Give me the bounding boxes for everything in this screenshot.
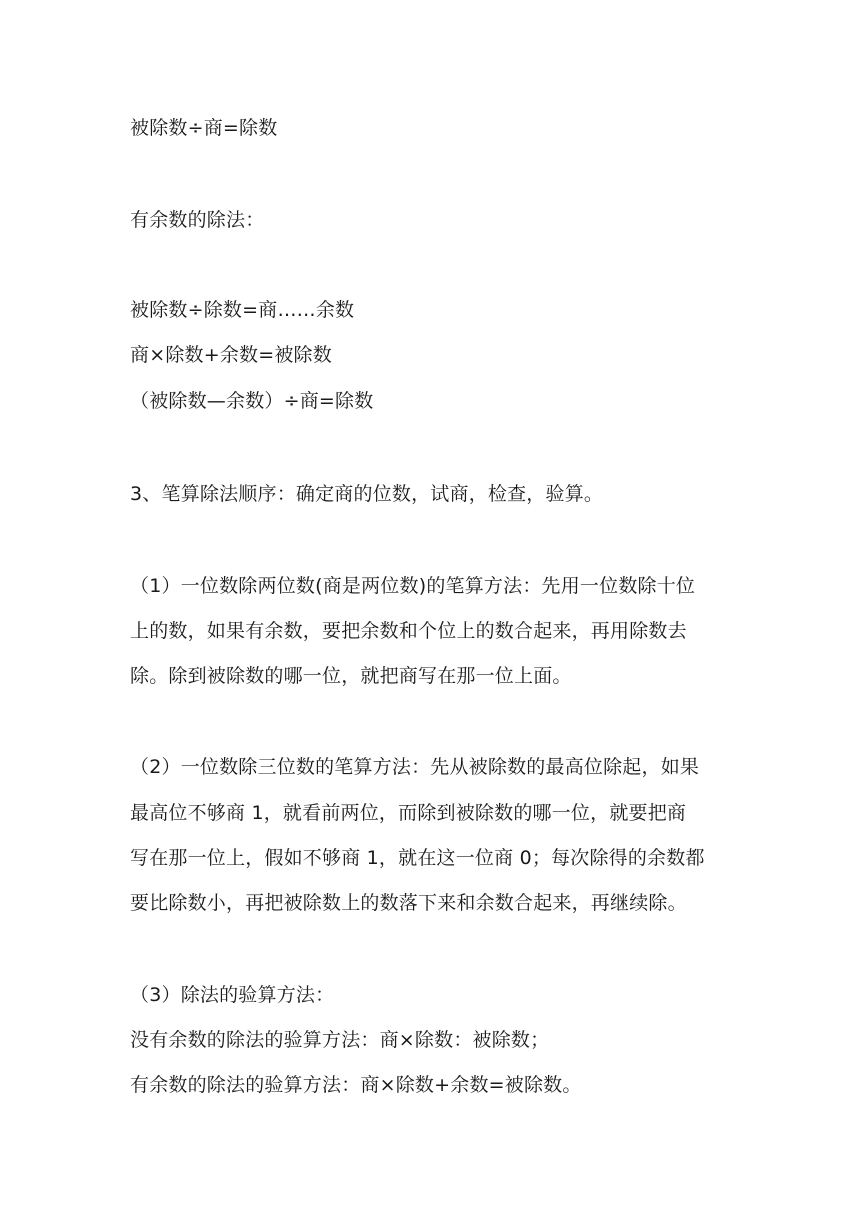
formula-remainder-division: 被除数÷除数=商……余数: [130, 299, 355, 321]
paragraph-1-line-3: 除。除到被除数的哪一位，就把商写在那一位上面。: [130, 665, 572, 687]
formula-quotient-times-divisor: 商×除数+余数=被除数: [130, 344, 332, 366]
formula-dividend-div-quotient: 被除数÷商=除数: [130, 117, 278, 139]
paragraph-3-heading: （3）除法的验算方法：: [130, 984, 335, 1006]
paragraph-2-line-1: （2）一位数除三位数的笔算方法：先从被除数的最高位除起，如果: [130, 756, 700, 778]
section-3-heading: 3、笔算除法顺序：确定商的位数，试商，检查，验算。: [130, 483, 604, 505]
paragraph-1-line-1: （1）一位数除两位数(商是两位数)的笔算方法：先用一位数除十位: [130, 575, 696, 597]
paragraph-2-line-4: 要比除数小，再把被除数上的数落下来和余数合起来，再继续除。: [130, 892, 687, 914]
paragraph-2-line-2: 最高位不够商 1，就看前两位，而除到被除数的哪一位，就要把商: [130, 802, 687, 824]
check-method-with-remainder: 有余数的除法的验算方法：商×除数+余数=被除数。: [130, 1074, 582, 1096]
formula-dividend-minus-remainder: （被除数—余数）÷商=除数: [130, 390, 374, 412]
check-method-no-remainder: 没有余数的除法的验算方法：商×除数：被除数；: [130, 1029, 550, 1051]
paragraph-2-line-3: 写在那一位上，假如不够商 1，就在这一位商 0；每次除得的余数都: [130, 847, 705, 869]
paragraph-1-line-2: 上的数，如果有余数，要把余数和个位上的数合起来，再用除数去: [130, 620, 687, 642]
heading-division-with-remainder: 有余数的除法：: [130, 209, 265, 231]
